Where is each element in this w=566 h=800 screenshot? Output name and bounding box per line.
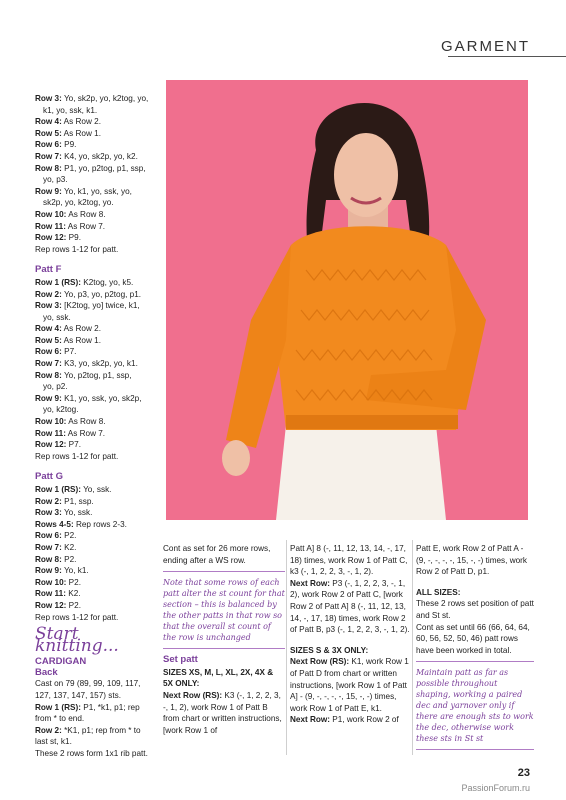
all-sizes-heading: ALL SIZES: bbox=[416, 587, 461, 597]
pattern-row: Row 10: As Row 8. bbox=[35, 209, 106, 219]
pattern-row: Row 5: As Row 1. bbox=[35, 335, 101, 345]
pattern-row: Row 4: As Row 2. bbox=[35, 117, 101, 127]
pattern-row-continued: sk2p, yo, k2tog, yo. bbox=[43, 198, 114, 208]
pattern-row: Row 12: P7. bbox=[35, 440, 81, 450]
column-2 bbox=[163, 543, 285, 736]
sizes-heading: SIZES XS, M, L, XL, 2X, 4X & 5X ONLY: bbox=[163, 667, 274, 689]
note-divider-bottom bbox=[163, 648, 285, 649]
next-row-text: Next Row (RS): K3 (-, 1, 2, 2, 3, -, 1, 2), work Row 1 of Patt B from chart or written instructions, [work Row 1 of bbox=[163, 690, 282, 735]
patt-e-rows bbox=[35, 93, 153, 244]
row-2-text: Row 2: *K1, p1; rep from * to last st, k1. bbox=[35, 725, 141, 747]
pattern-row: Row 9: Yo, k1. bbox=[35, 566, 89, 576]
pattern-row-continued: yo, p3. bbox=[43, 175, 68, 185]
stitch-count-note: Note that some rows of each patt alter the st count for that section – this is balanced by the other patts in that row so that the overall st count of the row is unchanged bbox=[163, 578, 285, 643]
continued-text: Patt E, work Row 2 of Patt A - (9, -, -, -, -, 15, -, -) times, work Row 2 of Patt D, p1. bbox=[416, 544, 527, 577]
pattern-row: Row 8: P1, yo, p2tog, p1, ssp, bbox=[35, 163, 146, 173]
back-heading: Back bbox=[35, 667, 58, 679]
patt-g-heading: Patt G bbox=[35, 471, 63, 483]
pattern-row: Row 6: P7. bbox=[35, 347, 77, 357]
pattern-row: Row 2: P1, ssp. bbox=[35, 496, 94, 506]
section-header: GARMENT bbox=[441, 38, 530, 55]
position-text: These 2 rows set position of patt and St st. bbox=[416, 599, 534, 620]
model-illustration bbox=[166, 80, 528, 520]
repeat-note: Rep rows 1-12 for patt. bbox=[35, 612, 119, 622]
patt-f-rows bbox=[35, 277, 153, 451]
column-1 bbox=[35, 93, 153, 759]
pattern-row: Row 11: As Row 7. bbox=[35, 221, 106, 231]
cont-text: Cont as set for 26 more rows, ending after a WS row. bbox=[163, 544, 271, 565]
next-row-text: Next Row: P1, work Row 2 of bbox=[290, 715, 399, 725]
pattern-row: Row 11: K2. bbox=[35, 589, 81, 599]
pattern-row: Row 6: P9. bbox=[35, 140, 77, 150]
pattern-row: Row 7: K2. bbox=[35, 542, 77, 552]
pattern-row: Row 1 (RS): K2tog, yo, k5. bbox=[35, 277, 134, 287]
start-knitting-heading: Start knitting... bbox=[35, 624, 119, 656]
pattern-row: Row 10: P2. bbox=[35, 577, 81, 587]
shaping-note: Maintain patt as far as possible throughout shaping, working a paired dec and yarnover only if there are enough sts to work the dec, otherwise work these sts in St st bbox=[416, 668, 534, 744]
note-divider-top bbox=[416, 661, 534, 662]
page-number: 23 bbox=[517, 767, 530, 779]
cont-set-text: Cont as set until 66 (66, 64, 64, 60, 56, 52, 50, 46) patt rows have been worked in total. bbox=[416, 622, 530, 655]
pattern-row: Row 8: Yo, p2tog, p1, ssp, bbox=[35, 370, 132, 380]
next-row-text: Next Row: P3 (-, 1, 2, 2, 3, -, 1, 2), work Row 2 of Patt C, [work Row 2 of Patt A] 8 (-, 11, 12, 13, 14, -, 17, 18) times, work Row 2 of Patt B, p3 (-, 1, 2, 2, 3, -, 1, 2). bbox=[290, 578, 410, 635]
pattern-row: Row 7: K3, yo, sk2p, yo, k1. bbox=[35, 359, 138, 369]
pattern-row: Row 12: P2. bbox=[35, 600, 81, 610]
column-rule bbox=[412, 540, 413, 755]
pattern-row: Row 12: P9. bbox=[35, 233, 81, 243]
next-row-text: Next Row (RS): K1, work Row 1 of Patt D from chart or written instructions, [work Row 1 of Patt A] - (9, -, -, -, -, 15, -, -) times, work Row 1 of Patt E, k1. bbox=[290, 657, 409, 713]
pattern-row-continued: k1, yo, ssk, k1. bbox=[43, 105, 98, 115]
note-divider-top bbox=[163, 571, 285, 572]
pattern-row: Row 5: As Row 1. bbox=[35, 128, 101, 138]
note-divider-bottom bbox=[416, 749, 534, 750]
column-4 bbox=[416, 543, 534, 755]
repeat-note: Rep rows 1-12 for patt. bbox=[35, 244, 119, 254]
pattern-row: Row 4: As Row 2. bbox=[35, 324, 101, 334]
pattern-row: Row 3: [K2tog, yo] twice, k1, bbox=[35, 301, 140, 311]
pattern-row: Row 10: As Row 8. bbox=[35, 417, 106, 427]
pattern-row: Row 2: Yo, p3, yo, p2tog, p1. bbox=[35, 289, 142, 299]
pattern-row: Row 11: As Row 7. bbox=[35, 428, 106, 438]
pattern-row: Row 7: K4, yo, sk2p, yo, k2. bbox=[35, 151, 138, 161]
pattern-row: Row 6: P2. bbox=[35, 531, 77, 541]
row-1-text: Row 1 (RS): P1, *k1, p1; rep from * to end. bbox=[35, 702, 140, 724]
pattern-row: Row 9: K1, yo, ssk, yo, sk2p, bbox=[35, 393, 142, 403]
pattern-row: Row 1 (RS): Yo, ssk. bbox=[35, 485, 112, 494]
repeat-note: Rep rows 1-12 for patt. bbox=[35, 451, 119, 461]
pattern-row: Rows 4-5: Rep rows 2-3. bbox=[35, 519, 127, 529]
set-patt-heading: Set patt bbox=[163, 654, 198, 666]
header-rule bbox=[448, 56, 566, 57]
cast-on-text: Cast on 79 (89, 99, 109, 117, 127, 137, 147, 157) sts. bbox=[35, 679, 141, 700]
cardigan-photo bbox=[166, 80, 528, 520]
continued-text: Patt A] 8 (-, 11, 12, 13, 14, -, 17, 18) times, work Row 1 of Patt C, k3 (-, 1, 2, 2, 3, -, 1, 2). bbox=[290, 544, 408, 577]
pattern-row-continued: yo, k2tog. bbox=[43, 405, 79, 415]
cardigan-heading: CARDIGAN bbox=[35, 656, 87, 668]
pattern-row: Row 8: P2. bbox=[35, 554, 77, 564]
rib-text: These 2 rows form 1x1 rib patt. bbox=[35, 748, 148, 758]
pattern-row: Row 3: Yo, sk2p, yo, k2tog, yo, bbox=[35, 94, 149, 103]
pattern-row-continued: yo, p2. bbox=[43, 382, 68, 392]
pattern-row: Row 9: Yo, k1, yo, ssk, yo, bbox=[35, 186, 132, 196]
column-3 bbox=[290, 543, 412, 726]
sizes-heading: SIZES S & 3X ONLY: bbox=[290, 645, 369, 655]
pattern-row: Row 3: Yo, ssk. bbox=[35, 508, 93, 518]
patt-g-rows bbox=[35, 484, 153, 612]
pattern-row-continued: yo, ssk. bbox=[43, 312, 71, 322]
patt-f-heading: Patt F bbox=[35, 264, 62, 276]
watermark: PassionForum.ru bbox=[461, 783, 530, 793]
column-rule bbox=[286, 540, 287, 755]
